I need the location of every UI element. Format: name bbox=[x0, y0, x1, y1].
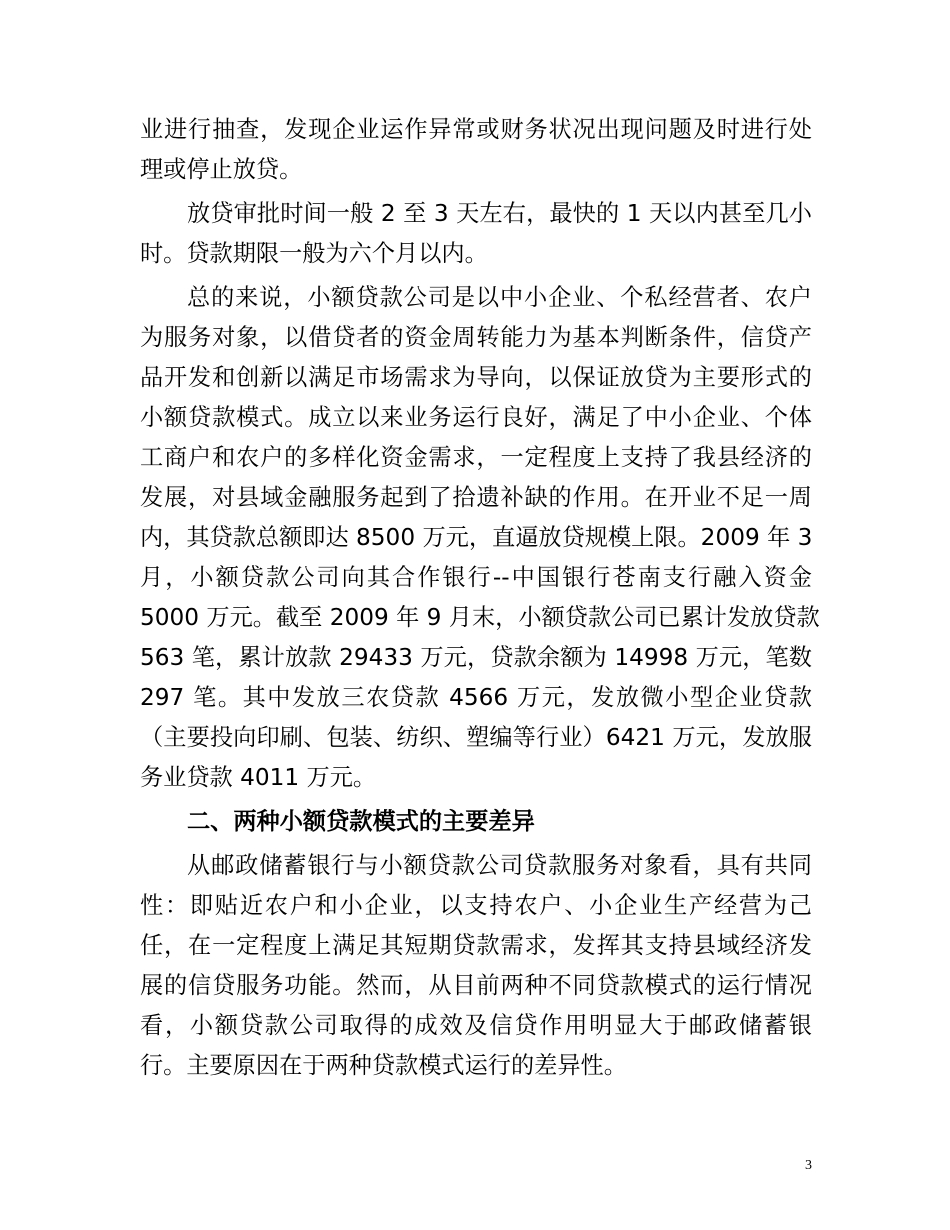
text-line: 从邮政储蓄银行与小额贷款公司贷款服务对象看，具有共同 bbox=[187, 852, 812, 879]
text-line: 工商户和农户的多样化资金需求，一定程度上支持了我县经济的 bbox=[140, 444, 812, 471]
text-line: 任，在一定程度上满足其短期贷款需求，发挥其支持县域经济发 bbox=[140, 932, 812, 959]
text-line: 563 笔，累计放款 29433 万元，贷款余额为 14998 万元，笔数 bbox=[140, 644, 812, 671]
text-line: 297 笔。其中发放三农贷款 4566 万元，发放微小型企业贷款 bbox=[140, 684, 812, 711]
text-line: 小额贷款模式。成立以来业务运行良好，满足了中小企业、个体 bbox=[140, 404, 812, 431]
text-line: （主要投向印刷、包装、纺织、塑编等行业）6421 万元，发放服 bbox=[140, 724, 812, 751]
text-line: 性：即贴近农户和小企业，以支持农户、小企业生产经营为己 bbox=[140, 892, 812, 919]
text-line: 5000 万元。截至 2009 年 9 月末，小额贷款公司已累计发放贷款 bbox=[140, 604, 820, 631]
text-line: 内，其贷款总额即达 8500 万元，直逼放贷规模上限。2009 年 3 bbox=[140, 524, 813, 551]
text-line: 月，小额贷款公司向其合作银行--中国银行苍南支行融入资金 bbox=[140, 564, 812, 591]
text-line: 展的信贷服务功能。然而，从目前两种不同贷款模式的运行情况 bbox=[140, 972, 812, 999]
text-line: 理或停止放贷。 bbox=[140, 156, 303, 183]
text-line: 行。主要原因在于两种贷款模式运行的差异性。 bbox=[140, 1052, 627, 1079]
page-number: 3 bbox=[805, 1158, 812, 1173]
text-line: 务业贷款 4011 万元。 bbox=[140, 764, 377, 791]
text-line: 看，小额贷款公司取得的成效及信贷作用明显大于邮政储蓄银 bbox=[140, 1012, 812, 1039]
text-line: 为服务对象，以借贷者的资金周转能力为基本判断条件，信贷产 bbox=[140, 324, 812, 351]
text-line: 放贷审批时间一般 2 至 3 天左右，最快的 1 天以内甚至几小 bbox=[187, 200, 812, 227]
section-heading: 二、两种小额贷款模式的主要差异 bbox=[187, 808, 535, 835]
text-line: 业进行抽查，发现企业运作异常或财务状况出现问题及时进行处 bbox=[140, 116, 812, 143]
text-line: 时。贷款期限一般为六个月以内。 bbox=[140, 240, 488, 267]
text-line: 发展，对县域金融服务起到了拾遗补缺的作用。在开业不足一周 bbox=[140, 484, 812, 511]
text-line: 总的来说，小额贷款公司是以中小企业、个私经营者、农户 bbox=[187, 284, 812, 311]
text-line: 品开发和创新以满足市场需求为导向，以保证放贷为主要形式的 bbox=[140, 364, 812, 391]
